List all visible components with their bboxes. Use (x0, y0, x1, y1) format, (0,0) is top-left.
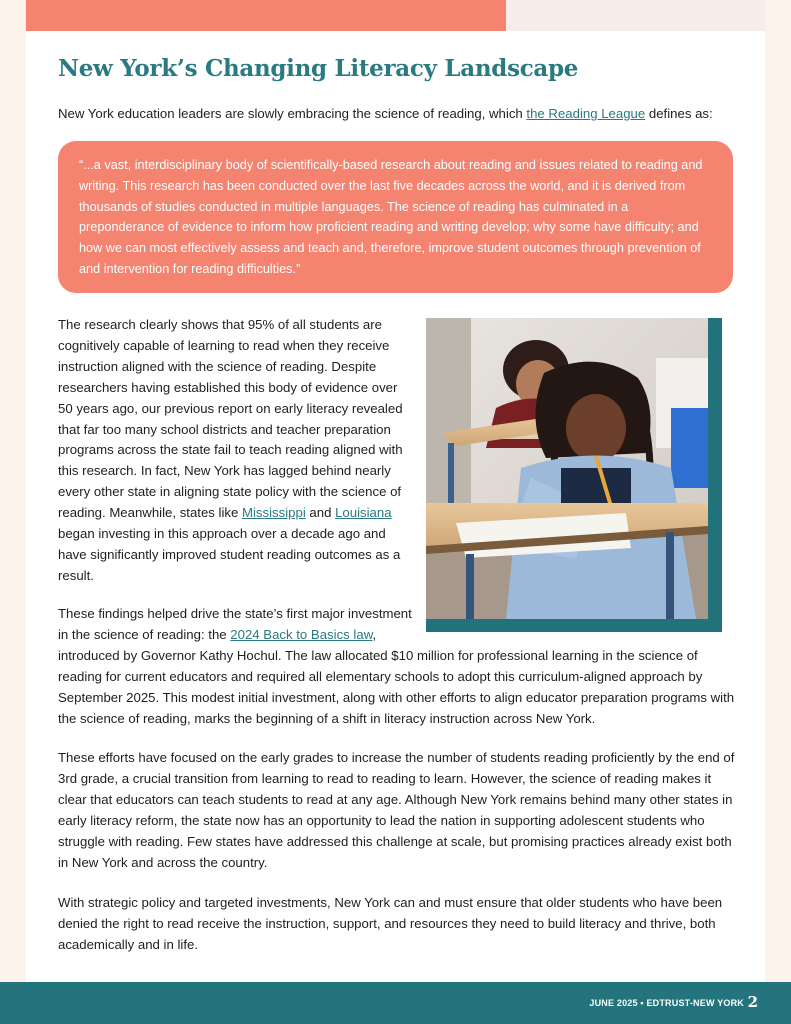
classroom-photo-illustration (426, 318, 708, 619)
definition-quote-box (58, 141, 733, 293)
top-accent-bar-light (506, 0, 765, 31)
page-number: 2 (747, 993, 758, 1011)
louisiana-link[interactable]: Louisiana (335, 505, 392, 521)
classroom-photo (426, 318, 708, 619)
photo-wrap-spacer (420, 604, 738, 632)
back-to-basics-text-b: , introduced by Governor Kathy Hochul. The law allocated $10 million for professional learning in the science of reading for current educators and required all elementary schools to adopt this curriculum-aligned approach by September 2025. This modest initial investment, along with other efforts to align educator preparation programs with the science of reading, marks the beginning of a shift in literacy instruction across New York. (58, 626, 735, 726)
page-footer (0, 982, 791, 1024)
back-to-basics-text-a: These findings helped drive the state’s first major investment in the science of reading: the (58, 606, 412, 642)
research-text-b: and (305, 505, 336, 521)
intro-paragraph (58, 105, 738, 123)
reading-league-link[interactable]: the Reading League (526, 106, 646, 121)
early-grades-paragraph: These efforts have focused on the early grades to increase the number of students reading proficiently by the end of 3rd grade, a crucial transition from learning to read to reading to learn. However, the science of reading makes it clear that educators can teach students to read at any age. Although New York remains behind many other states in early literacy reform, the state now has an opportunity to lead the nation in supporting adolescent students who struggle with reading. Few states have addressed this challenge at scale, but promising practices already exist both in New York and across the country. (58, 750, 735, 870)
research-text-c: began investing in this approach over a decade ago and have significantly improved student reading outcomes as a result. (58, 526, 401, 583)
intro-text-before: New York education leaders are slowly embracing the science of reading, which (58, 106, 527, 121)
research-paragraph (58, 315, 414, 587)
strategic-policy-paragraph: With strategic policy and targeted investments, New York can and must ensure that older students who have been denied the right to read receive the instruction, support, and resources they need to build literacy and thrive, both academically and in life. (58, 895, 723, 952)
footer-label: JUNE 2025 • EDTRUST-NEW YORK (589, 998, 744, 1008)
definition-quote-text: “...a vast, interdisciplinary body of scientifically-based research about reading and issues related to reading and writing. This research has been conducted over the last five decades across the world, and it is derived from thousands of studies conducted in multiple languages. The science of reading has culminated in a preponderance of evidence to inform how proficient reading and writing develop; why some have difficulty; and how we can most effectively assess and teach and, therefore, improve student outcomes through prevention of and intervention for reading difficulties.” (79, 158, 703, 276)
back-to-basics-paragraph (58, 604, 738, 729)
photo-frame (426, 318, 722, 632)
intro-text-after: defines as: (645, 106, 713, 121)
page-title: New York’s Changing Literacy Landscape (58, 55, 579, 82)
document-page (26, 31, 765, 982)
research-text-a: The research clearly shows that 95% of all students are cognitively capable of learning to read when they receive instruction aligned with the science of reading. Despite researchers having established this body of evidence over 50 years ago, our previous report on early literacy revealed that far too many school districts and teacher preparation programs across the state fail to teach reading aligned with this research. In fact, New York has lagged behind nearly every other state in aligning state policy with the science of reading. Meanwhile, states like (58, 317, 403, 521)
mississippi-link[interactable]: Mississippi (242, 505, 306, 521)
top-accent-bar-coral (26, 0, 506, 31)
back-to-basics-law-link[interactable]: 2024 Back to Basics law (230, 626, 373, 642)
